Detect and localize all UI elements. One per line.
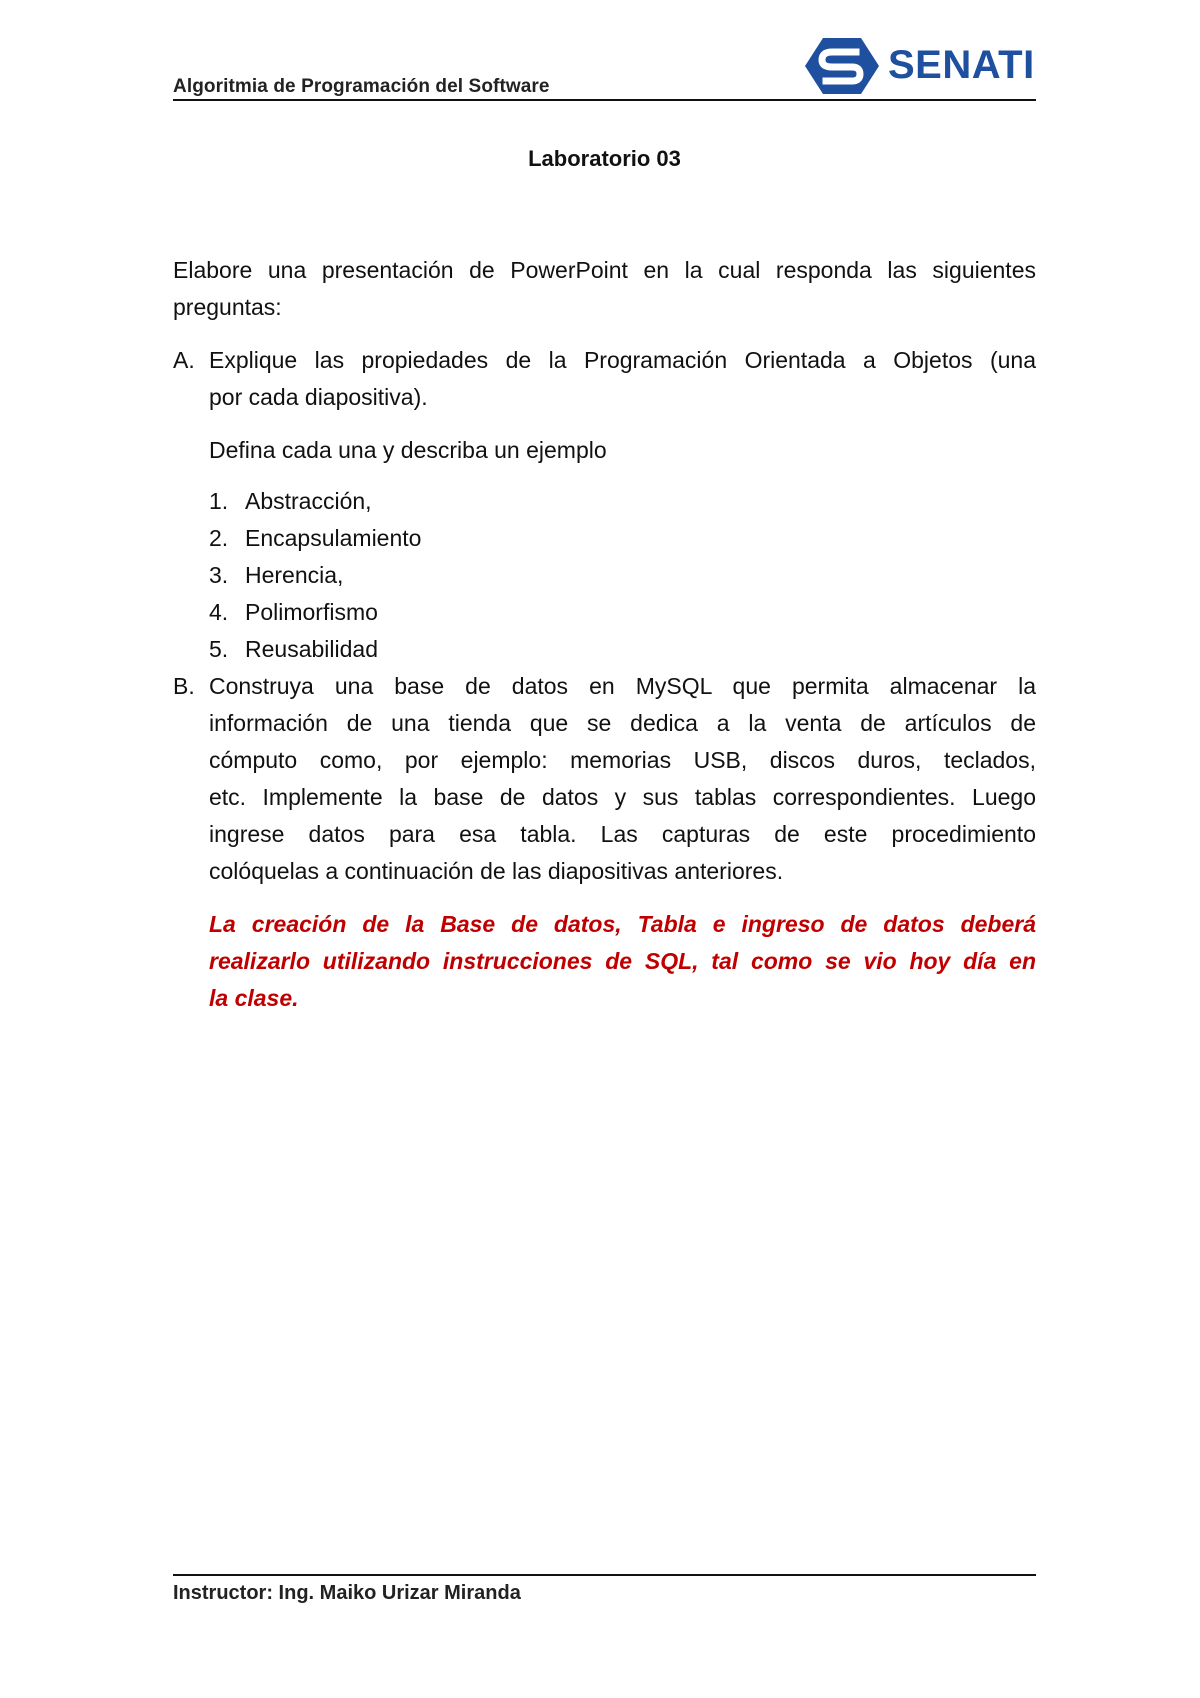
footer-instructor: Instructor: Ing. Maiko Urizar Miranda [173,1582,521,1604]
header-title: Algoritmia de Programación del Software [173,76,550,97]
question-letter: B. [173,673,195,699]
list-label: Herencia, [245,562,344,588]
header-divider [173,99,1036,101]
list-label: Abstracción, [245,488,372,514]
question-b-line: colóquelas a continuación de las diapositivas anteriores. [209,858,784,884]
page-header [173,36,1036,102]
logo-wordmark: SENATI [888,43,1035,87]
define-instruction: Defina cada una y describa un ejemplo [209,437,607,463]
list-number: 4. [209,599,229,625]
question-a-line: por cada diapositiva). [209,384,428,410]
list-item [209,520,1036,557]
question-b-line: Construya una base de datos en MySQL que permita almacenar la [209,673,1036,699]
intro-line: preguntas: [173,294,282,320]
document-body [173,252,1036,1017]
list-item [209,557,1036,594]
list-label: Polimorfismo [245,599,378,625]
list-number: 5. [209,636,229,662]
list-number: 2. [209,525,229,551]
question-b-line: información de una tienda que se dedica a la venta de artículos de [209,710,1036,736]
footer-divider [173,1574,1036,1576]
document-title: Laboratorio 03 [528,146,681,171]
question-a-line: Explique las propiedades de la Programación Orientada a Objetos (una [209,347,1036,373]
question-b-line: etc. Implemente la base de datos y sus tablas correspondientes. Luego [209,784,1036,810]
senati-emblem-icon [804,36,880,96]
intro-line: Elabore una presentación de PowerPoint en la cual responda las siguientes [173,257,1036,283]
note-line: La creación de la Base de datos, Tabla e ingreso de datos deberá [209,911,1036,937]
list-label: Reusabilidad [245,636,378,662]
question-b-line: cómputo como, por ejemplo: memorias USB, discos duros, teclados, [209,747,1036,773]
question-a [173,342,1036,668]
list-number: 1. [209,488,229,514]
list-item [209,483,1036,520]
question-letter: A. [173,347,195,373]
question-b-line: ingrese datos para esa tabla. Las capturas de este procedimiento [209,821,1036,847]
question-b [173,668,1036,1017]
note-line: realizarlo utilizando instrucciones de SQL, tal como se vio hoy día en [209,948,1036,974]
sql-note [209,906,1036,1017]
list-item [209,594,1036,631]
senati-logo [804,36,1036,96]
list-number: 3. [209,562,229,588]
note-line: la clase. [209,985,299,1011]
list-item [209,631,1036,668]
property-list [209,483,1036,668]
list-label: Encapsulamiento [245,525,422,551]
intro-paragraph [173,252,1036,326]
